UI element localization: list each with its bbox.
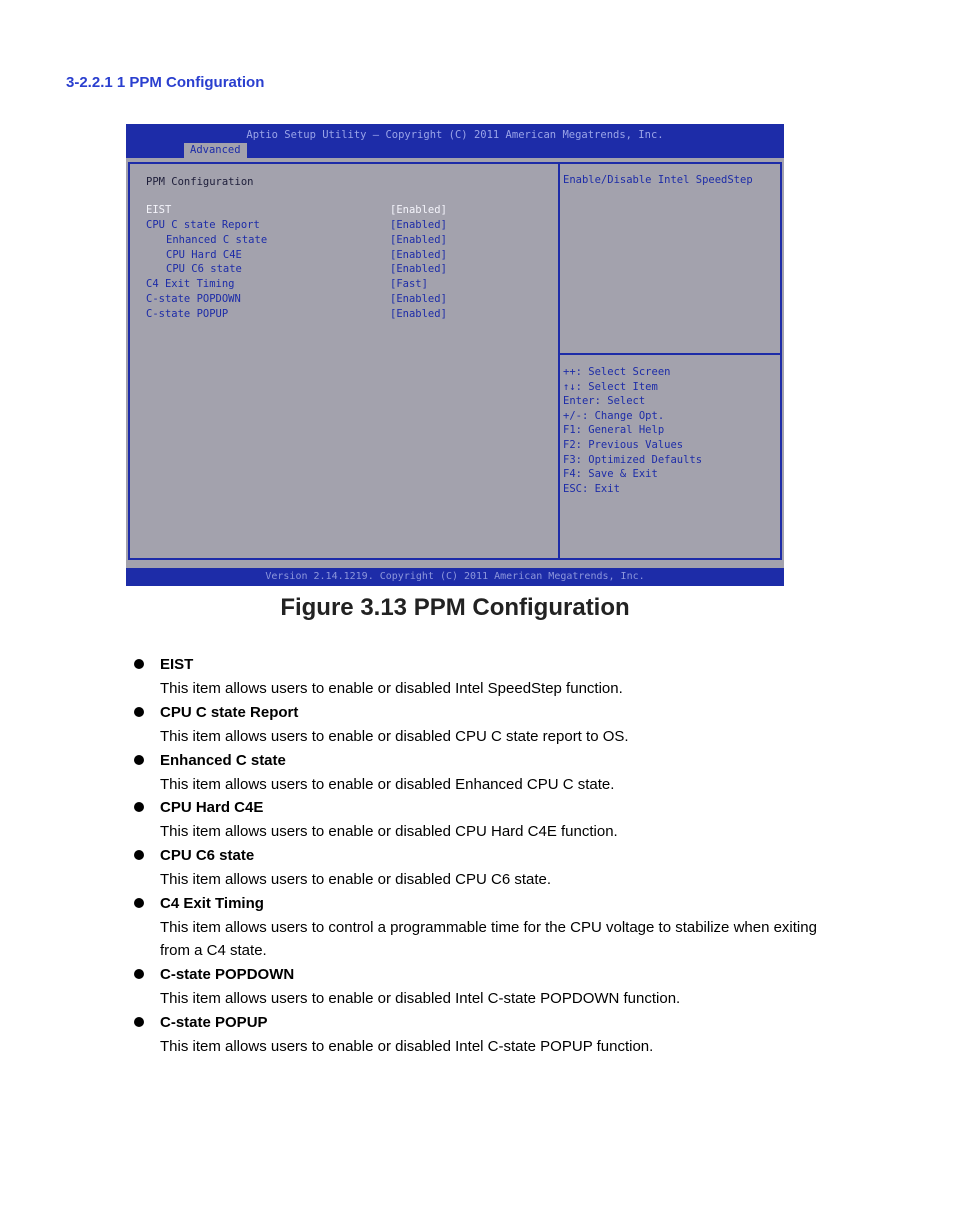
bios-row-label: CPU C state Report — [146, 219, 260, 231]
bios-row-label: CPU Hard C4E — [166, 249, 242, 261]
item-description: This item allows users to enable or disabled Intel SpeedStep function. — [160, 680, 623, 697]
bios-row-label: C-state POPDOWN — [146, 293, 241, 305]
bios-row-value: [Enabled] — [390, 249, 447, 261]
bios-row-eist[interactable] — [146, 204, 446, 218]
bullet-icon — [134, 707, 144, 717]
item-description: This item allows users to enable or disabled Intel C-state POPDOWN function. — [160, 990, 681, 1007]
item-description: This item allows users to enable or disabled Enhanced CPU C state. — [160, 776, 615, 793]
bullet-icon — [134, 802, 144, 812]
bullet-icon — [134, 659, 144, 669]
item-title: CPU C6 state — [160, 847, 255, 864]
bios-page-heading: PPM Configuration — [146, 176, 254, 188]
key-hint: F4: Save & Exit — [563, 468, 658, 481]
bios-row-enhanced-c-state[interactable] — [146, 234, 446, 248]
item-description: This item allows users to control a programmable time for the CPU voltage to stabilize when exiting from a C4 state. — [160, 919, 817, 959]
item-description: This item allows users to enable or disabled CPU C state report to OS. — [160, 728, 629, 745]
bios-row-cpu-c6-state[interactable] — [146, 263, 446, 277]
key-hint: F1: General Help — [563, 424, 665, 437]
item-description: This item allows users to enable or disabled CPU Hard C4E function. — [160, 823, 618, 840]
bios-row-value: [Enabled] — [390, 293, 447, 305]
bios-key-legend — [563, 366, 702, 497]
item-title: CPU C state Report — [160, 704, 299, 721]
key-hint: ↑↓: Select Item — [563, 380, 658, 393]
bios-row-label: Enhanced C state — [166, 234, 268, 246]
key-hint: ESC: Exit — [563, 482, 620, 495]
bios-main-panel — [128, 162, 558, 560]
bullet-icon — [134, 898, 144, 908]
bios-row-value: [Enabled] — [390, 204, 447, 216]
bios-help-panel — [558, 162, 782, 560]
bullet-icon — [134, 755, 144, 765]
item-title: C-state POPUP — [160, 1014, 268, 1031]
section-title: 3-2.2.1 1 PPM Configuration — [66, 74, 265, 91]
bios-screenshot — [126, 124, 784, 586]
bios-row-label: EIST — [146, 204, 172, 216]
item-description: This item allows users to enable or disabled CPU C6 state. — [160, 871, 552, 888]
key-hint: ++: Select Screen — [563, 366, 671, 378]
bios-row-c-state-popup[interactable] — [146, 308, 446, 322]
bios-row-label: C-state POPUP — [146, 308, 229, 320]
tab-advanced[interactable]: Advanced — [184, 143, 247, 158]
bios-row-value: [Fast] — [390, 278, 428, 290]
bios-row-cpu-c-state-report[interactable] — [146, 219, 446, 233]
item-description: This item allows users to enable or disabled Intel C-state POPUP function. — [160, 1038, 654, 1055]
key-hint: F2: Previous Values — [563, 438, 684, 451]
bullet-icon — [134, 850, 144, 860]
key-hint: F3: Optimized Defaults — [563, 453, 703, 466]
bios-row-label: C4 Exit Timing — [146, 278, 235, 290]
bios-row-label: CPU C6 state — [166, 263, 242, 275]
divider — [560, 353, 780, 355]
key-hint: Enter: Select — [563, 395, 646, 408]
bios-header — [126, 124, 784, 158]
item-title: Enhanced C state — [160, 752, 286, 769]
bios-footer: Version 2.14.1219. Copyright (C) 2011 American Megatrends, Inc. — [126, 568, 784, 586]
bullet-icon — [134, 969, 144, 979]
item-title: CPU Hard C4E — [160, 799, 264, 816]
key-hint: +/-: Change Opt. — [563, 409, 665, 422]
bios-row-value: [Enabled] — [390, 263, 447, 275]
bios-row-value: [Enabled] — [390, 234, 447, 246]
bullet-icon — [134, 1017, 144, 1027]
bios-row-cpu-hard-c4e[interactable] — [146, 249, 446, 263]
bios-help-text: Enable/Disable Intel SpeedStep — [563, 174, 753, 186]
bios-row-value: [Enabled] — [390, 308, 447, 320]
item-title: EIST — [160, 656, 194, 673]
bios-row-c4-exit-timing[interactable] — [146, 278, 446, 292]
item-title: C4 Exit Timing — [160, 895, 264, 912]
bios-title: Aptio Setup Utility – Copyright (C) 2011 American Megatrends, Inc. — [246, 129, 664, 141]
bios-row-value: [Enabled] — [390, 219, 447, 231]
figure-caption: Figure 3.13 PPM Configuration — [280, 594, 630, 621]
bios-row-c-state-popdown[interactable] — [146, 293, 446, 307]
item-title: C-state POPDOWN — [160, 966, 295, 983]
